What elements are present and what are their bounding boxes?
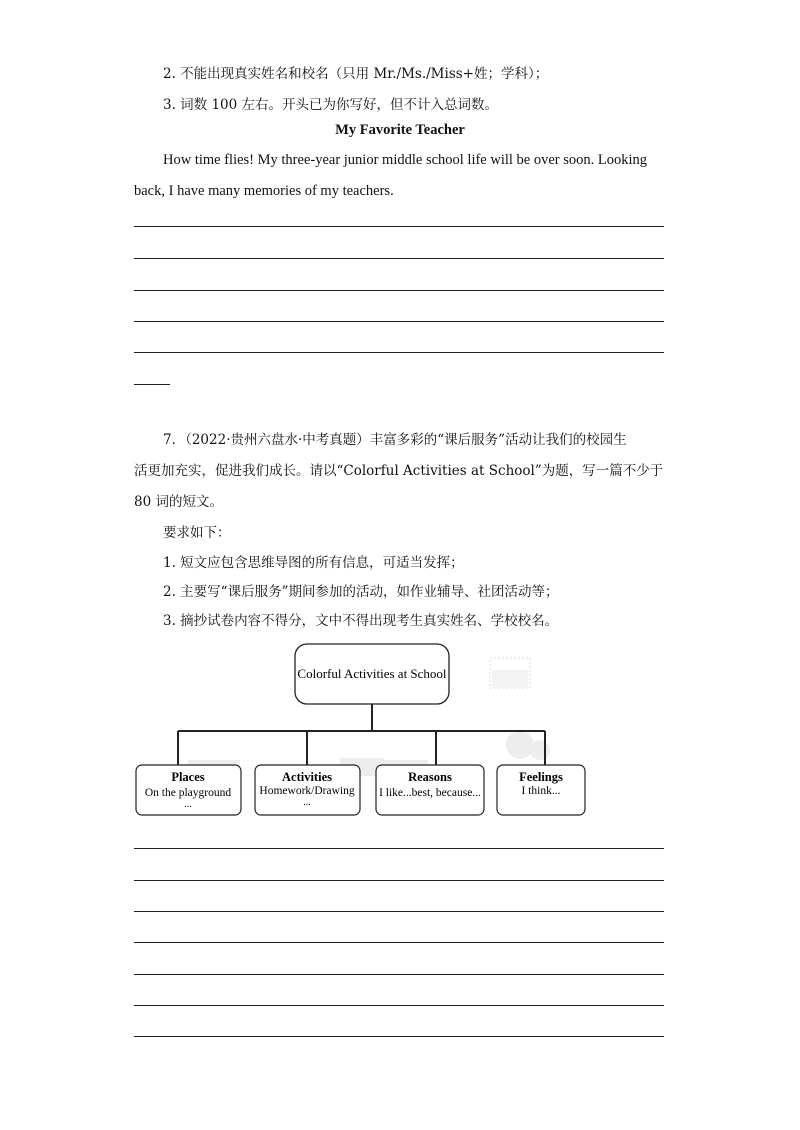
node-activities-title: Activities: [282, 770, 332, 784]
requirements-heading: 要求如下：: [163, 525, 231, 541]
question-7-line-3: 80 词的短文。: [134, 494, 223, 510]
question-7-line-1: 7．（2022·贵州六盘水·中考真题）丰富多彩的“课后服务”活动让我们的校园生: [163, 432, 627, 448]
node-places-more: ...: [184, 799, 192, 810]
writing-line[interactable]: [134, 911, 664, 912]
q7-requirement-3: 3. 摘抄试卷内容不得分，文中不得出现考生真实姓名、学校校名。: [163, 613, 559, 629]
essay-title: My Favorite Teacher: [335, 122, 465, 138]
writing-line[interactable]: [134, 974, 664, 975]
question-7-line-2: 活更加充实，促进我们成长。请以“Colorful Activities at School”为题，写一篇不少于: [134, 463, 664, 479]
node-activities-sub: Homework/Drawing: [259, 785, 355, 797]
requirement-3: 3. 词数 100 左右。开头已为你写好，但不计入总词数。: [163, 97, 499, 113]
writing-line[interactable]: [134, 1036, 664, 1037]
node-places-title: Places: [171, 770, 205, 784]
essay-opening-line-1: How time flies! My three-year junior middle school life will be over soon. Looking: [163, 152, 648, 168]
node-activities-more: ...: [303, 797, 311, 808]
writing-line[interactable]: [134, 880, 664, 881]
writing-line[interactable]: [134, 1005, 664, 1006]
writing-line[interactable]: [134, 942, 664, 943]
root-node-label: Colorful Activities at School: [297, 666, 447, 681]
writing-line[interactable]: [134, 848, 664, 849]
q7-requirement-1: 1. 短文应包含思维导图的所有信息，可适当发挥；: [163, 555, 464, 571]
q7-requirement-2: 2. 主要写“课后服务”期间参加的活动，如作业辅导、社团活动等；: [163, 584, 559, 600]
node-reasons-title: Reasons: [408, 770, 452, 784]
node-reasons-sub: I like...best, because...: [379, 787, 481, 799]
node-feelings-sub: I think...: [521, 785, 561, 797]
node-places-sub: On the playground: [144, 787, 232, 799]
essay-opening-line-2: back, I have many memories of my teachers.: [134, 183, 394, 199]
requirement-2: 2. 不能出现真实姓名和校名（只用 Mr./Ms./Miss+姓；学科）；: [163, 66, 549, 82]
node-feelings-title: Feelings: [519, 770, 563, 784]
